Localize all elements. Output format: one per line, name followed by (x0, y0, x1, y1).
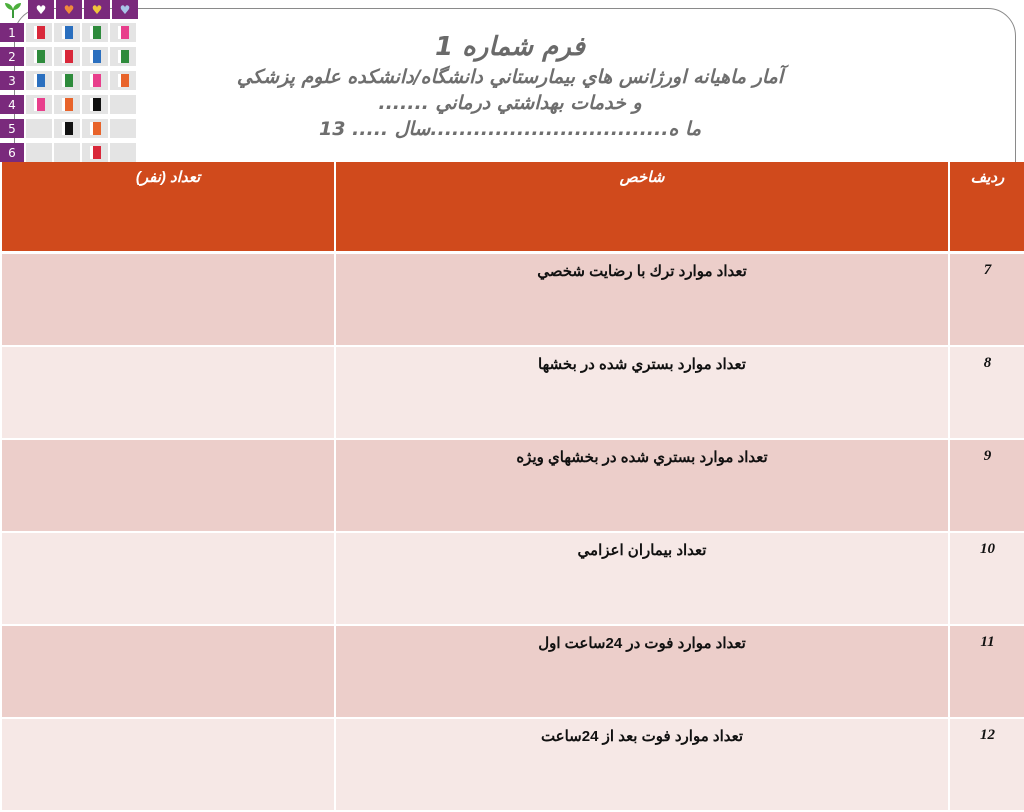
row-number: 10 (949, 532, 1024, 625)
book-icon (90, 74, 101, 87)
day-number: 1 (0, 23, 24, 42)
sprout-icon (0, 0, 26, 19)
form-subtitle-2: و خدمات بهداشتي درماني ....... (378, 92, 642, 114)
table-row (1, 439, 1024, 532)
table-row (1, 532, 1024, 625)
row-count[interactable] (1, 253, 335, 347)
row-indicator: تعداد موارد ترك با رضايت شخصي (335, 253, 949, 347)
empty-day (54, 143, 80, 162)
book-icon (62, 122, 73, 135)
empty-day (26, 143, 52, 162)
book-icon (62, 50, 73, 63)
form-period: ما ه.................................سال ..... 13 (318, 118, 701, 140)
row-indicator: تعداد موارد فوت در 24ساعت اول (335, 625, 949, 718)
book-icon (34, 74, 45, 87)
row-indicator: تعداد موارد بستري شده در بخشها (335, 346, 949, 439)
form-title-block (120, 30, 900, 142)
row-count[interactable] (1, 718, 335, 811)
book-icon (62, 98, 73, 111)
day-number: 6 (0, 143, 24, 162)
form-title: فرم شماره 1 (435, 32, 585, 62)
book-icon (90, 122, 101, 135)
heart-icon: ♥ (28, 0, 54, 19)
table-row (1, 718, 1024, 811)
book-icon (62, 26, 73, 39)
table-row (1, 625, 1024, 718)
calendar-week (0, 95, 136, 114)
header-row-number: رديف (949, 162, 1024, 253)
heart-icon: ♥ (56, 0, 82, 19)
row-number: 9 (949, 439, 1024, 532)
empty-day (26, 119, 52, 138)
row-indicator: تعداد موارد بستري شده در بخشهاي ويژه (335, 439, 949, 532)
calendar-week (0, 143, 136, 162)
calendar-week (0, 23, 136, 42)
calendar-header (0, 0, 138, 19)
row-indicator: تعداد بيماران اعزامي (335, 532, 949, 625)
book-icon (62, 74, 73, 87)
row-count[interactable] (1, 625, 335, 718)
heart-icon: ♥ (112, 0, 138, 19)
day-number: 2 (0, 47, 24, 66)
header-indicator: شاخص (335, 162, 949, 253)
calendar-week (0, 47, 136, 66)
book-icon (90, 26, 101, 39)
row-number: 11 (949, 625, 1024, 718)
header-count: تعداد (نفر) (1, 162, 335, 253)
empty-day (110, 143, 136, 162)
day-number: 3 (0, 71, 24, 90)
heart-icon: ♥ (84, 0, 110, 19)
table-header (1, 162, 1024, 253)
book-icon (34, 26, 45, 39)
table-row (1, 346, 1024, 439)
day-number: 5 (0, 119, 24, 138)
row-count[interactable] (1, 346, 335, 439)
calendar-decoration (0, 0, 138, 162)
day-number: 4 (0, 95, 24, 114)
book-icon (34, 50, 45, 63)
book-icon (34, 98, 45, 111)
statistics-table (0, 162, 1024, 812)
calendar-week (0, 71, 136, 90)
book-icon (90, 146, 101, 159)
form-subtitle: آمار ماهيانه اورژانس هاي بيمارستاني دانشگاه/دانشكده علوم پزشكي (236, 66, 784, 88)
row-indicator: تعداد موارد فوت بعد از 24ساعت (335, 718, 949, 811)
row-number: 12 (949, 718, 1024, 811)
table-row (1, 253, 1024, 347)
row-count[interactable] (1, 439, 335, 532)
row-count[interactable] (1, 532, 335, 625)
calendar-week (0, 119, 136, 138)
row-number: 7 (949, 253, 1024, 347)
book-icon (90, 50, 101, 63)
row-number: 8 (949, 346, 1024, 439)
book-icon (90, 98, 101, 111)
